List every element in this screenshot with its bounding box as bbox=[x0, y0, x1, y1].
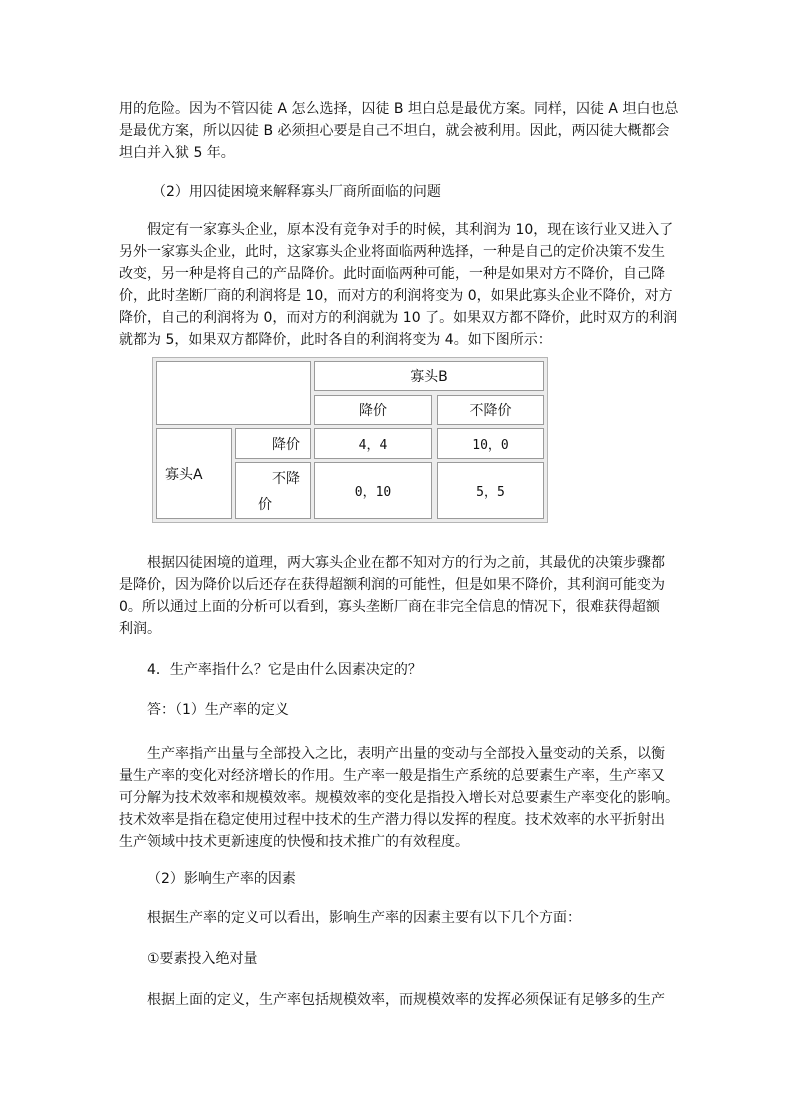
text-line: 用的危险。因为不管囚徒 A 怎么选择，囚徒 B 坦白总是最优方案。同样，囚徒 A 坦白也总 bbox=[119, 101, 679, 117]
question-heading bbox=[147, 659, 699, 681]
paragraph-oligopoly-assumption bbox=[119, 219, 678, 351]
text-line: 生产领域中技术更新速度的快慢和技术推广的有效程度。 bbox=[119, 834, 469, 850]
text-line: 根据上面的定义，生产率包括规模效率，而规模效率的发挥必须保证有足够多的生产 bbox=[147, 992, 665, 1008]
column-strategy-cut-price: 降价 bbox=[314, 395, 432, 425]
text-line: 是最优方案，所以囚徒 B 必须担心要是自己不坦白，就会被利用。因此，两囚徒大概都会 bbox=[119, 123, 670, 139]
payoff-cell: 10，0 bbox=[437, 428, 544, 459]
text-line: 就都为 5，如果双方都降价，此时各自的利润将变为 4。如下图所示： bbox=[119, 332, 552, 348]
payoff-cell: 5，5 bbox=[437, 462, 544, 519]
text-line: 根据生产率的定义可以看出，影响生产率的因素主要有以下几个方面： bbox=[147, 910, 581, 926]
text-line: 答：（1）生产率的定义 bbox=[147, 702, 289, 718]
paragraph-prisoners-conclusion bbox=[119, 98, 679, 164]
row-strategy-line: 不降 bbox=[272, 470, 300, 487]
text-line: 生产率指产出量与全部投入之比，表明产出量的变动与全部投入量变动的关系，以衡 bbox=[147, 746, 665, 762]
text-line: ①要素投入绝对量 bbox=[147, 951, 258, 967]
paragraph-factors-intro bbox=[147, 907, 699, 929]
subheading-factor-inputs bbox=[147, 948, 699, 970]
payoff-cell: 4，4 bbox=[314, 428, 432, 459]
text-line: 价，此时垄断厂商的利润将是 10，而对方的利润将变为 0，如果此寡头企业不降价，对方 bbox=[119, 288, 673, 304]
text-line: 利润。 bbox=[119, 621, 161, 637]
text-line: 根据囚徒困境的道理，两大寡头企业在都不知对方的行为之前，其最优的决策步骤都 bbox=[147, 555, 665, 571]
section-heading-oligopoly bbox=[152, 181, 704, 203]
text-line: 量生产率的变化对经济增长的作用。生产率一般是指生产系统的总要素生产率，生产率又 bbox=[119, 768, 665, 784]
text-line: 假定有一家寡头企业，原本没有竞争对手的时候，其利润为 10，现在该行业又进入了 bbox=[147, 222, 674, 238]
text-line: 4．生产率指什么？它是由什么因素决定的？ bbox=[147, 662, 422, 678]
text-line: 是降价，因为降价以后还存在获得超额利润的可能性，但是如果不降价，其利润可能变为 bbox=[119, 577, 665, 593]
text-line: （2）用囚徒困境来解释寡头厂商所面临的问题 bbox=[152, 184, 441, 200]
paragraph-productivity-definition bbox=[119, 743, 679, 853]
column-strategy-no-cut: 不降价 bbox=[437, 395, 544, 425]
answer-heading bbox=[147, 699, 699, 721]
text-line: 降价，自己的利润将为 0，而对方的利润就为 10 了。如果双方都不降价，此时双方的利润 bbox=[119, 310, 678, 326]
text-line: 坦白并入狱 5 年。 bbox=[119, 145, 235, 161]
text-line: 另外一家寡头企业，此时，这家寡头企业将面临两种选择，一种是自己的定价决策不发生 bbox=[119, 244, 665, 260]
text-line: 改变，另一种是将自己的产品降价。此时面临两种可能，一种是如果对方不降价，自己降 bbox=[119, 266, 665, 282]
row-strategy-cut-price: 降价 bbox=[235, 428, 311, 459]
payoff-cell: 0，10 bbox=[314, 462, 432, 519]
paragraph-dilemma-conclusion bbox=[119, 552, 671, 640]
row-strategy-line: 价 bbox=[258, 496, 272, 513]
text-line: 0。所以通过上面的分析可以看到，寡头垄断厂商在非完全信息的情况下，很难获得超额 bbox=[119, 599, 660, 615]
text-line: （2）影响生产率的因素 bbox=[147, 871, 296, 887]
payoff-matrix bbox=[152, 357, 548, 523]
table-corner-cell bbox=[156, 361, 311, 425]
text-line: 技术效率是指在稳定使用过程中技术的生产潜力得以发挥的程度。技术效率的水平折射出 bbox=[119, 812, 665, 828]
paragraph-factor-inputs bbox=[147, 989, 671, 1011]
row-strategy-no-cut bbox=[235, 462, 311, 519]
column-player-header: 寡头B bbox=[314, 361, 544, 391]
text-line: 可分解为技术效率和规模效率。规模效率的变化是指投入增长对总要素生产率变化的影响。 bbox=[119, 790, 679, 806]
row-player-header: 寡头A bbox=[156, 428, 232, 519]
section-heading-factors bbox=[147, 868, 699, 890]
